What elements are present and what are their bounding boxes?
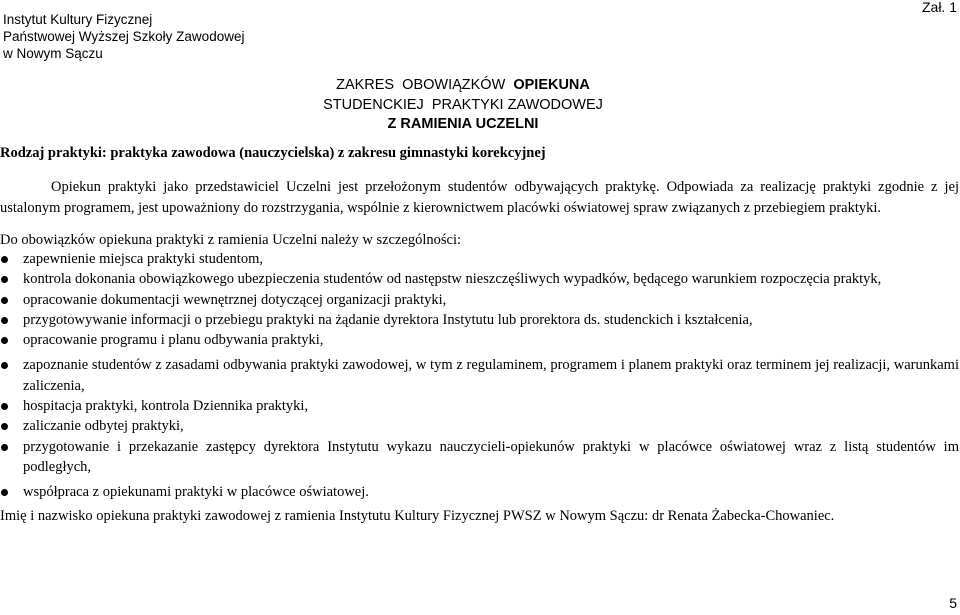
institution-line: w Nowym Sączu (3, 46, 103, 61)
page-number: 5 (949, 595, 957, 611)
bullet-icon (1, 317, 8, 324)
list-item-text: zapoznanie studentów z zasadami odbywania praktyki zawodowej, w tym z regulaminem, programem i planem praktyki oraz terminem jej realizacji, warunkami zaliczenia, (23, 357, 959, 394)
list-item (0, 396, 959, 416)
list-item-text: zaliczanie odbytej praktyki, (23, 418, 184, 435)
title-line-2: STUDENCKIEJ PRAKTYKI ZAWODOWEJ (323, 96, 603, 113)
title-line-1 (0, 76, 943, 96)
list-item-text: kontrola dokonania obowiązkowego ubezpieczenia studentów od następstw nieszczęśliwych wypadków, będącego warunkiem rozpoczęcia praktyk, (23, 271, 882, 288)
practice-kind: Rodzaj praktyki: praktyka zawodowa (nauczycielska) z zakresu gimnastyki korekcyjnej (0, 145, 546, 161)
bullet-icon (1, 423, 8, 430)
list-item (0, 437, 959, 478)
list-item-text: opracowanie programu i planu odbywania praktyki, (23, 332, 324, 349)
intro-paragraph (0, 177, 959, 219)
title-line-3: Z RAMIENIA UCZELNI (387, 116, 539, 132)
list-item-text: hospitacja praktyki, kontrola Dziennika praktyki, (23, 398, 309, 415)
list-item (0, 290, 959, 310)
duties-list (0, 249, 959, 503)
intro-text: Opiekun praktyki jako przedstawiciel Uczelni jest przełożonym studentów odbywających praktykę. Odpowiada za realizację praktyki zgodnie z jej ustalonym programem, jest upoważniony do rozstrzygania, wspólnie z kierownictwem placówki oświatowej spraw związanych z przebiegiem praktyki. (0, 179, 959, 216)
bullet-icon (1, 489, 8, 496)
bullet-icon (1, 403, 8, 410)
title-line-1-text: ZAKRES OBOWIĄZKÓW (336, 77, 514, 93)
institution-line: Państwowej Wyższej Szkoły Zawodowej (3, 29, 245, 44)
bullet-icon (1, 297, 8, 304)
supervisor-line: Imię i nazwisko opiekuna praktyki zawodowej z ramienia Instytutu Kultury Fizycznej PWSZ w Nowym Sączu: dr Renata Żabecka-Chowaniec. (0, 508, 835, 524)
list-item-text: zapewnienie miejsca praktyki studentom, (23, 251, 263, 267)
list-item (0, 482, 959, 502)
list-item (0, 355, 959, 396)
bullet-icon (1, 256, 8, 263)
list-item-text: opracowanie dokumentacji wewnętrznej dotyczącej organizacji praktyki, (23, 291, 447, 308)
bullet-icon (1, 362, 8, 369)
title-line-1-bold: OPIEKUNA (513, 77, 590, 93)
duties-heading: Do obowiązków opiekuna praktyki z ramienia Uczelni należy w szczególności: (0, 232, 462, 248)
list-item (0, 249, 959, 269)
list-item (0, 310, 959, 330)
list-item-text: przygotowanie i przekazanie zastępcy dyrektora Instytutu wykazu nauczycieli-opiekunów praktyki w placówce oświatowej wraz z listą studentów im podległych, (23, 438, 959, 475)
institution-line: Instytut Kultury Fizycznej (3, 12, 153, 27)
list-item (0, 330, 959, 350)
annex-label: Zał. 1 (921, 0, 957, 15)
list-item-text: przygotowywanie informacji o przebiegu praktyki na żądanie dyrektora Instytutu lub prorektora ds. studenckich i kształcenia, (23, 311, 753, 328)
institution-header (3, 11, 244, 62)
list-item (0, 269, 959, 289)
list-item (0, 416, 959, 436)
bullet-icon (1, 444, 8, 451)
list-item-text: współpraca z opiekunami praktyki w placówce oświatowej. (23, 484, 369, 501)
bullet-icon (1, 337, 8, 344)
bullet-icon (1, 276, 8, 283)
document-title (0, 76, 960, 135)
